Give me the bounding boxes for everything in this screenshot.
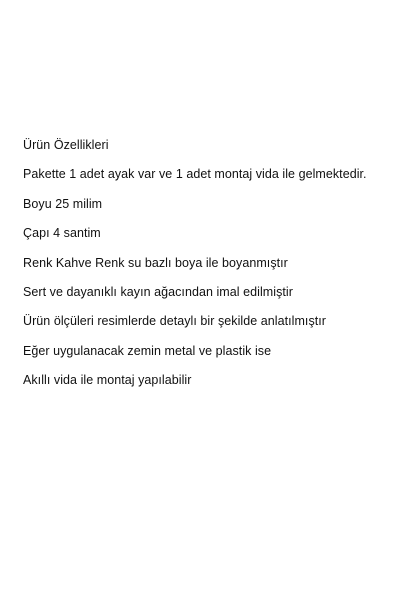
product-features-document: [23, 138, 393, 403]
feature-line-color: Renk Kahve Renk su bazlı boya ile boyanmıştır: [23, 255, 288, 270]
feature-line-material: Sert ve dayanıklı kayın ağacından imal edilmiştir: [23, 284, 293, 299]
feature-line-diameter: Çapı 4 santim: [23, 226, 101, 241]
feature-line-length: Boyu 25 milim: [23, 196, 103, 211]
feature-line-dimensions: Ürün ölçüleri resimlerde detaylı bir şekilde anlatılmıştır: [23, 314, 327, 329]
feature-line-package: Pakette 1 adet ayak var ve 1 adet montaj vida ile gelmektedir.: [23, 167, 367, 182]
feature-line-surface: Eğer uygulanacak zemin metal ve plastik ise: [23, 343, 272, 358]
document-title: Ürün Özellikleri: [23, 138, 109, 152]
feature-line-mounting: Akıllı vida ile montaj yapılabilir: [23, 373, 192, 388]
